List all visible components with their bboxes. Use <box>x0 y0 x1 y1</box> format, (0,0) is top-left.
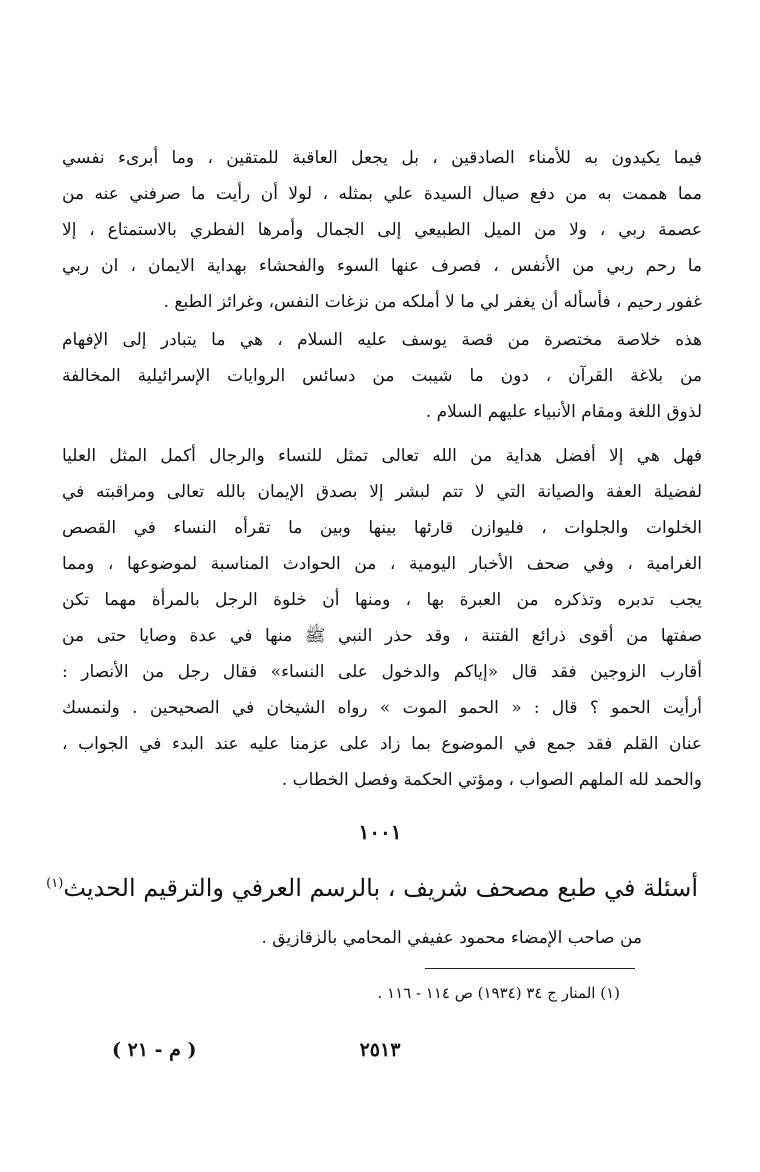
paragraph-3 <box>62 438 702 798</box>
footnote-reference[interactable]: (١) <box>46 876 64 891</box>
text-line: فهل هي إلا أفضل هداية من الله تعالى تمثل للنساء والرجال أكمل المثل العليا <box>62 446 702 466</box>
text-line: عصمة ربي ، ولا من الميل الطبيعي إلى الجمال وأمرها الفطري بالاستمتاع ، إلا <box>62 220 702 240</box>
text-line: غفور رحيم ، فأسأله أن يغفر لي ما لا أملكه من نزغات النفس، وغرائز الطبع . <box>163 292 702 312</box>
text-line: هذه خلاصة مختصرة من قصة يوسف عليه السلام ، هي ما يتبادر إلى الإفهام <box>62 330 702 350</box>
text-line: مما هممت به من دفع صيال السيدة علي بمثله ، لولا أن رأيت ما صرفني عنه من <box>62 184 702 204</box>
footnote-divider <box>425 968 635 969</box>
text-line: الغرامية ، وفي صحف الأخبار اليومية ، من الحوادث المناسبة لموضوعها ، ومما <box>62 554 702 574</box>
text-line: فيما يكيدون به للأمناء الصادقين ، بل يجعل العاقبة للمتقين ، وما أبرىء نفسي <box>62 148 702 168</box>
section-title-text: أسئلة في طبع مصحف شريف ، بالرسم العرفي والترقيم الحديث <box>63 874 698 902</box>
text-line: يجب تدبره وتذكره من العبرة بها ، ومنها أن خلوة الرجل بالمرأة مهما تكن <box>62 590 702 610</box>
footnote: (١) المنار ج ٣٤ (١٩٣٤) ص ١١٤ - ١١٦ . <box>377 984 620 1002</box>
text-line: من بلاغة القرآن ، دون ما شيبت من دسائس الروايات الإسرائيلية المخالفة <box>62 366 702 386</box>
section-number: ١٠٠١ <box>358 820 402 844</box>
text-line: صفتها من أقوى ذرائع الفتنة ، وقد حذر النبي ﷺ منها في عدة وصايا حتى من <box>62 626 702 646</box>
paragraph-1 <box>62 140 702 320</box>
text-line: والحمد لله الملهم الصواب ، ومؤتي الحكمة وفصل الخطاب . <box>281 770 702 790</box>
page-number: ٢٥١٣ <box>359 1039 401 1061</box>
text-line: أقارب الزوجين فقد قال «إياكم والدخول على النساء» فقال رجل من الأنصار : <box>62 662 702 682</box>
text-line: لذوق اللغة ومقام الأنبياء عليهم السلام . <box>425 402 702 422</box>
text-line: أرأيت الحمو ؟ قال : « الحمو الموت » رواه الشيخان في الصحيحين . ولنمسك <box>62 698 702 718</box>
text-line: ما رحم ربي من الأنفس ، فصرف عنها السوء والفحشاء بهداية الايمان ، ان ربي <box>62 256 702 276</box>
text-line: عنان القلم فقد جمع في الموضوع بما زاد على عزمنا عليه عند البدء في الجواب ، <box>62 734 702 754</box>
signature-mark: ( م - ٢١ ) <box>112 1039 197 1061</box>
text-line: الخلوات والجلوات ، فليوازن قارئها بينها وبين ما تقرأه النساء في القصص <box>62 518 702 538</box>
paragraph-2 <box>62 322 702 430</box>
section-author: من صاحب الإمضاء محمود عفيفي المحامي بالزقازيق . <box>261 928 642 948</box>
section-title <box>46 862 698 910</box>
text-line: لفضيلة العفة والصيانة التي لا تتم لبشر إلا بصدق الإيمان بالله تعالى ومراقبته في <box>62 482 702 502</box>
